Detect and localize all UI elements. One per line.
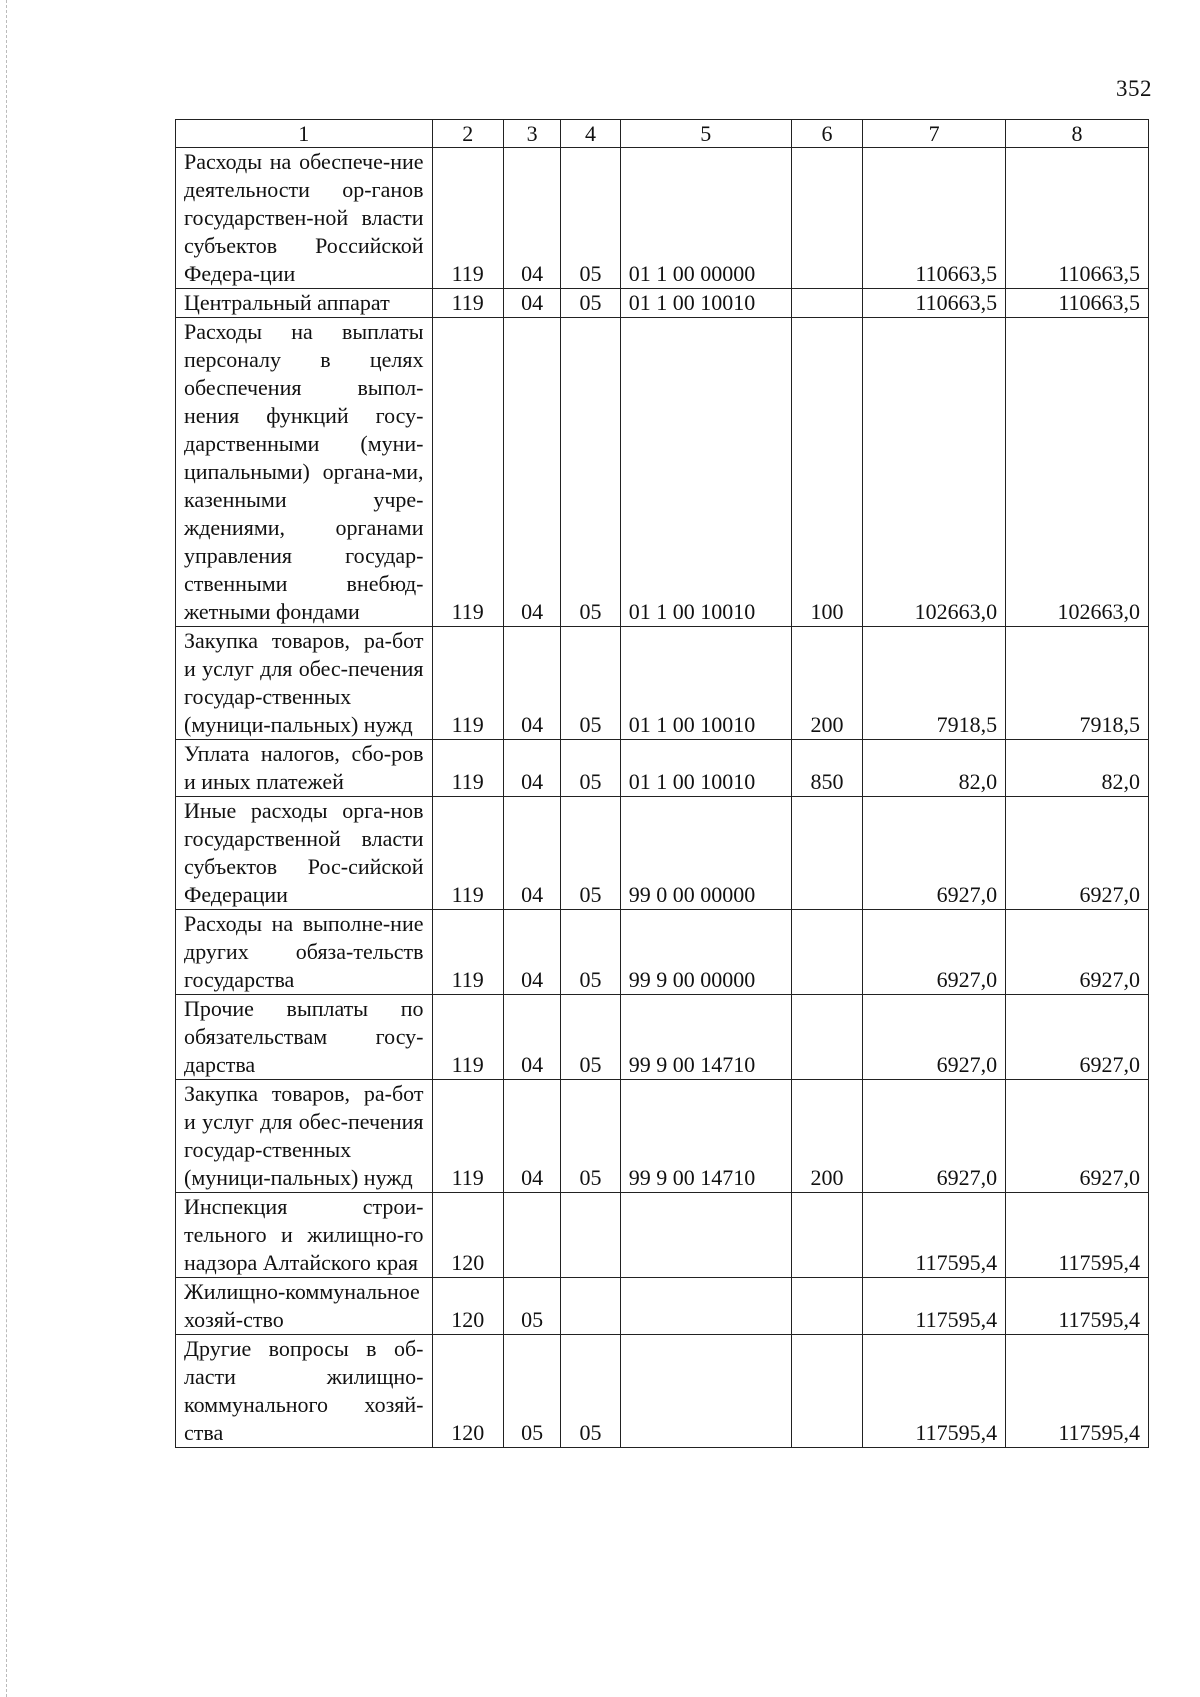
cell-section: 04: [503, 797, 560, 910]
cell-expense-type: [791, 910, 862, 995]
cell-expense-type: 200: [791, 627, 862, 740]
cell-subsection: 05: [561, 627, 621, 740]
page-number: 352: [1116, 76, 1152, 101]
row-label: Иные расходы орга-нов государственной власти субъектов Рос-сийской Федерации: [176, 797, 433, 910]
cell-expense-type: 100: [791, 318, 862, 627]
cell-expense-type: [791, 1278, 862, 1335]
cell-expense-type: [791, 289, 862, 318]
cell-admin-code: 120: [432, 1193, 503, 1278]
table-row: [176, 797, 1149, 910]
cell-expense-type: [791, 797, 862, 910]
row-label: Жилищно-коммунальное хозяй-ство: [176, 1278, 433, 1335]
row-label: Инспекция строи-тельного и жилищно-го надзора Алтайского края: [176, 1193, 433, 1278]
cell-target-article: 01 1 00 00000: [620, 148, 791, 289]
column-header: 1: [176, 120, 433, 148]
row-label: Уплата налогов, сбо-ров и иных платежей: [176, 740, 433, 797]
table-row: [176, 318, 1149, 627]
row-label: Расходы на выплаты персоналу в целях обеспечения выпол-нения функций госу-дарственными (муни-ципальными) органа-ми, казенными учре-ждениями, органами управления государ-ственными внебюд-жетными фондами: [176, 318, 433, 627]
cell-target-article: [620, 1193, 791, 1278]
cell-amount-7: 6927,0: [863, 1080, 1006, 1193]
cell-target-article: 99 0 00 00000: [620, 797, 791, 910]
cell-admin-code: 119: [432, 910, 503, 995]
cell-admin-code: 119: [432, 318, 503, 627]
cell-subsection: 05: [561, 797, 621, 910]
column-header: 7: [863, 120, 1006, 148]
cell-amount-7: 82,0: [863, 740, 1006, 797]
column-header: 2: [432, 120, 503, 148]
cell-section: 04: [503, 740, 560, 797]
table-row: [176, 627, 1149, 740]
row-label: Прочие выплаты по обязательствам госу-дарства: [176, 995, 433, 1080]
cell-target-article: 99 9 00 14710: [620, 995, 791, 1080]
cell-subsection: [561, 1278, 621, 1335]
cell-target-article: 01 1 00 10010: [620, 627, 791, 740]
cell-section: 04: [503, 627, 560, 740]
cell-amount-8: 7918,5: [1006, 627, 1149, 740]
table-row: [176, 740, 1149, 797]
cell-subsection: 05: [561, 1080, 621, 1193]
cell-expense-type: [791, 1335, 862, 1448]
cell-amount-7: 6927,0: [863, 797, 1006, 910]
cell-target-article: 99 9 00 14710: [620, 1080, 791, 1193]
table-row: [176, 1278, 1149, 1335]
cell-admin-code: 119: [432, 289, 503, 318]
cell-amount-8: 6927,0: [1006, 910, 1149, 995]
cell-amount-8: 82,0: [1006, 740, 1149, 797]
cell-amount-8: 110663,5: [1006, 289, 1149, 318]
cell-amount-7: 6927,0: [863, 910, 1006, 995]
cell-expense-type: [791, 1193, 862, 1278]
cell-amount-8: 117595,4: [1006, 1335, 1149, 1448]
cell-section: 04: [503, 318, 560, 627]
table-row: [176, 1193, 1149, 1278]
cell-expense-type: [791, 995, 862, 1080]
cell-subsection: 05: [561, 995, 621, 1080]
column-header: 8: [1006, 120, 1149, 148]
cell-admin-code: 120: [432, 1278, 503, 1335]
cell-admin-code: 119: [432, 627, 503, 740]
cell-admin-code: 120: [432, 1335, 503, 1448]
cell-amount-7: 110663,5: [863, 148, 1006, 289]
cell-amount-8: 117595,4: [1006, 1278, 1149, 1335]
cell-expense-type: [791, 148, 862, 289]
cell-subsection: 05: [561, 148, 621, 289]
cell-target-article: 99 9 00 00000: [620, 910, 791, 995]
row-label: Расходы на обеспече-ние деятельности ор-ганов государствен-ной власти субъектов Российской Федера-ции: [176, 148, 433, 289]
column-header: 4: [561, 120, 621, 148]
binder-margin-line: [6, 0, 7, 1697]
cell-expense-type: 200: [791, 1080, 862, 1193]
cell-admin-code: 119: [432, 797, 503, 910]
budget-table: [175, 119, 1149, 1448]
table-row: [176, 995, 1149, 1080]
cell-target-article: [620, 1278, 791, 1335]
cell-section: 04: [503, 289, 560, 318]
cell-amount-8: 110663,5: [1006, 148, 1149, 289]
cell-subsection: 05: [561, 289, 621, 318]
cell-expense-type: 850: [791, 740, 862, 797]
row-label: Центральный аппарат: [176, 289, 433, 318]
cell-subsection: [561, 1193, 621, 1278]
cell-amount-7: 117595,4: [863, 1278, 1006, 1335]
cell-amount-8: 6927,0: [1006, 797, 1149, 910]
cell-section: [503, 1193, 560, 1278]
table-body: [176, 148, 1149, 1448]
cell-admin-code: 119: [432, 1080, 503, 1193]
cell-section: 04: [503, 1080, 560, 1193]
cell-amount-8: 117595,4: [1006, 1193, 1149, 1278]
cell-amount-7: 117595,4: [863, 1193, 1006, 1278]
table-row: [176, 910, 1149, 995]
column-header: 3: [503, 120, 560, 148]
cell-amount-7: 102663,0: [863, 318, 1006, 627]
table-row: [176, 1335, 1149, 1448]
cell-subsection: 05: [561, 910, 621, 995]
row-label: Закупка товаров, ра-бот и услуг для обес-печения государ-ственных (муници-пальных) нужд: [176, 627, 433, 740]
cell-section: 05: [503, 1335, 560, 1448]
cell-admin-code: 119: [432, 740, 503, 797]
row-label: Расходы на выполне-ние других обяза-тельств государства: [176, 910, 433, 995]
cell-amount-7: 7918,5: [863, 627, 1006, 740]
cell-admin-code: 119: [432, 148, 503, 289]
cell-amount-8: 6927,0: [1006, 995, 1149, 1080]
cell-target-article: 01 1 00 10010: [620, 289, 791, 318]
table-row: [176, 289, 1149, 318]
cell-admin-code: 119: [432, 995, 503, 1080]
cell-section: 04: [503, 148, 560, 289]
cell-target-article: 01 1 00 10010: [620, 318, 791, 627]
cell-amount-8: 102663,0: [1006, 318, 1149, 627]
column-header: 6: [791, 120, 862, 148]
cell-amount-7: 6927,0: [863, 995, 1006, 1080]
cell-section: 04: [503, 910, 560, 995]
cell-target-article: [620, 1335, 791, 1448]
cell-target-article: 01 1 00 10010: [620, 740, 791, 797]
cell-section: 04: [503, 995, 560, 1080]
cell-amount-7: 117595,4: [863, 1335, 1006, 1448]
cell-subsection: 05: [561, 318, 621, 627]
cell-section: 05: [503, 1278, 560, 1335]
cell-subsection: 05: [561, 740, 621, 797]
table-row: [176, 1080, 1149, 1193]
cell-subsection: 05: [561, 1335, 621, 1448]
cell-amount-7: 110663,5: [863, 289, 1006, 318]
row-label: Закупка товаров, ра-бот и услуг для обес-печения государ-ственных (муници-пальных) нужд: [176, 1080, 433, 1193]
column-header: 5: [620, 120, 791, 148]
table-header-row: [176, 120, 1149, 148]
row-label: Другие вопросы в об-ласти жилищно-коммунального хозяй-ства: [176, 1335, 433, 1448]
table-row: [176, 148, 1149, 289]
cell-amount-8: 6927,0: [1006, 1080, 1149, 1193]
